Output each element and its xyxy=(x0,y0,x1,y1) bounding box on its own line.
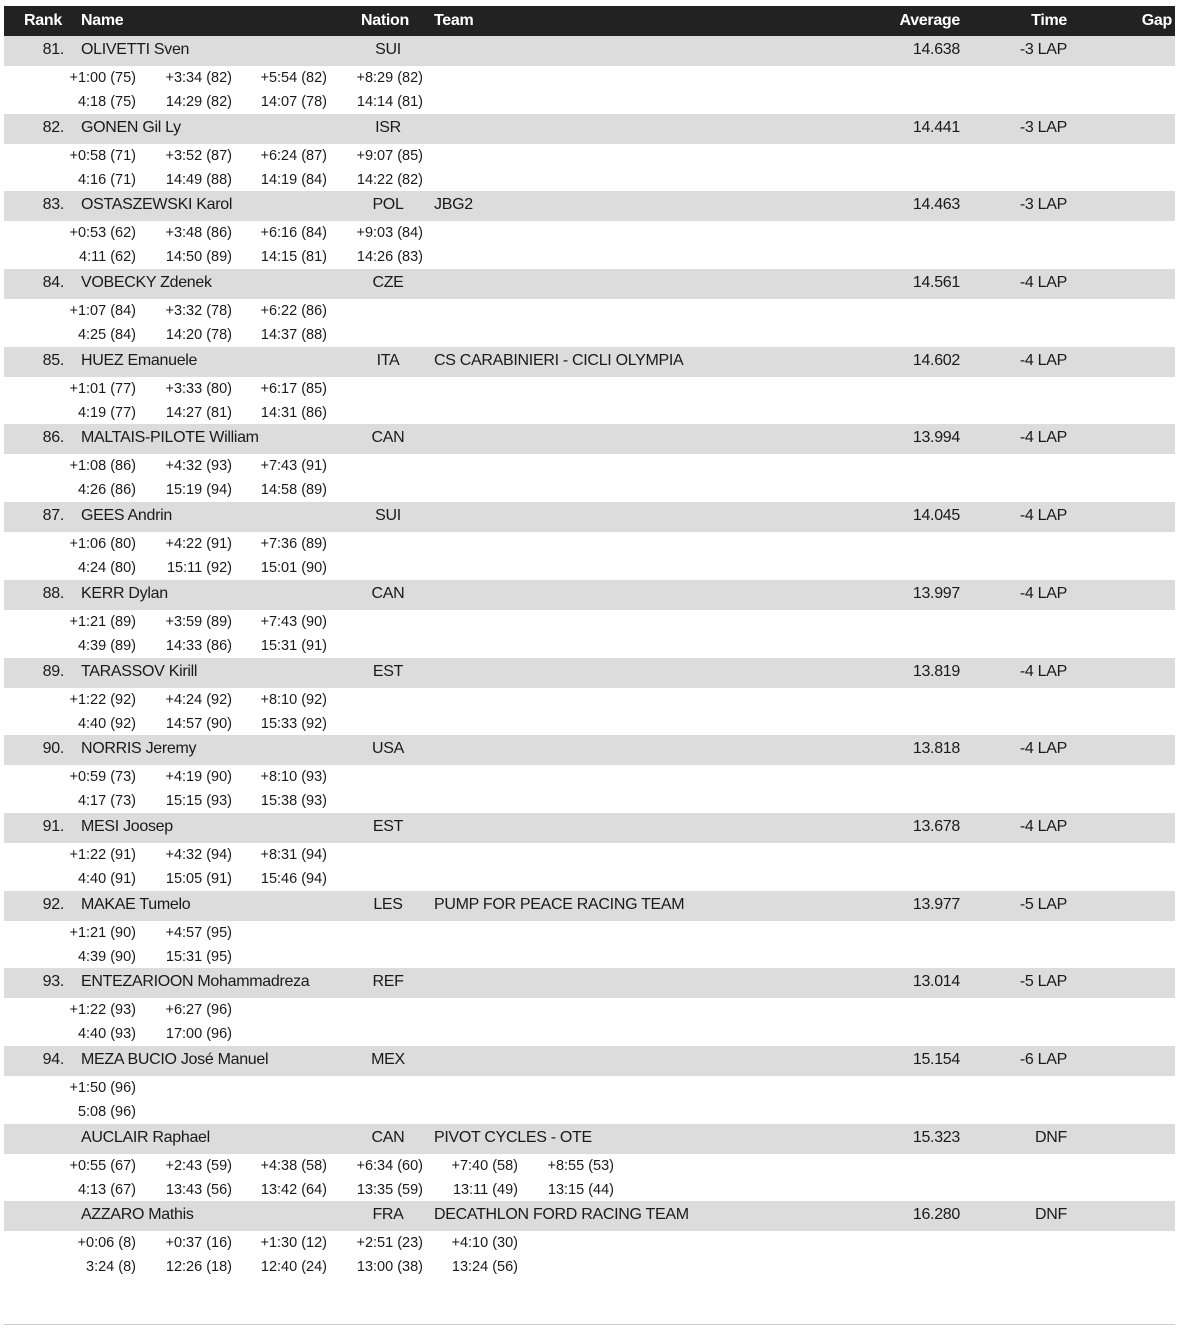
split-gap: +7:43 (90) xyxy=(260,613,327,630)
rider-rank: 84. xyxy=(42,274,64,292)
rider-name: MESI Joosep xyxy=(81,817,173,835)
split-gap: +1:21 (89) xyxy=(69,613,136,630)
split-gap: +4:24 (92) xyxy=(165,691,232,708)
split-gap: +1:22 (91) xyxy=(69,846,136,863)
rider-time: -4 LAP xyxy=(1019,429,1067,447)
split-lap: 14:22 (82) xyxy=(356,171,423,188)
rider-name: TARASSOV Kirill xyxy=(81,662,198,680)
rider-average: 16.280 xyxy=(912,1206,960,1224)
split-lap: 14:58 (89) xyxy=(260,482,327,499)
rider-summary xyxy=(4,191,1175,221)
rider-time: -5 LAP xyxy=(1019,973,1067,991)
rider-summary xyxy=(4,1201,1175,1231)
split-lap: 14:14 (81) xyxy=(356,94,423,110)
rider-name: OLIVETTI Sven xyxy=(81,41,190,58)
rider-name: KERR Dylan xyxy=(81,584,168,602)
split-lap: 4:40 (93) xyxy=(77,1026,136,1043)
rider-average: 15.154 xyxy=(912,1050,960,1068)
rider-nation: EST xyxy=(372,817,404,835)
split-lap: 14:29 (82) xyxy=(165,94,232,110)
rider-row xyxy=(4,1046,1175,1124)
split-lap: 13:15 (44) xyxy=(547,1181,614,1198)
split-lap: 14:19 (84) xyxy=(260,171,327,188)
split-gap: +7:43 (91) xyxy=(260,458,327,475)
split-lap: 14:15 (81) xyxy=(260,249,327,266)
rider-time: -3 LAP xyxy=(1019,196,1067,214)
split-gap: +3:59 (89) xyxy=(165,613,232,630)
split-lap: 13:00 (38) xyxy=(356,1259,423,1276)
rider-row xyxy=(4,424,1175,502)
split-gap: +2:43 (59) xyxy=(165,1157,232,1174)
rider-team: CS CARABINIERI - CICLI OLYMPIA xyxy=(434,351,684,369)
split-gap: +3:33 (80) xyxy=(165,380,232,397)
rider-summary xyxy=(4,269,1175,299)
split-gap: +1:01 (77) xyxy=(69,380,136,397)
rider-name: GONEN Gil Ly xyxy=(81,118,181,136)
rider-rank: 94. xyxy=(42,1050,64,1068)
rider-time: -4 LAP xyxy=(1019,584,1067,602)
rider-average: 14.602 xyxy=(912,351,960,369)
split-lap: 4:19 (77) xyxy=(77,404,136,421)
rider-row xyxy=(4,269,1175,347)
split-gap: +1:22 (93) xyxy=(69,1002,136,1019)
split-lap: 3:24 (8) xyxy=(86,1259,136,1276)
split-gap: +1:21 (90) xyxy=(69,924,136,941)
split-gap: +4:38 (58) xyxy=(260,1157,327,1174)
rider-team: PIVOT CYCLES - OTE xyxy=(434,1128,592,1146)
rider-average: 13.678 xyxy=(912,817,960,835)
rider-time: -4 LAP xyxy=(1019,351,1067,369)
split-lap: 4:13 (67) xyxy=(77,1181,136,1198)
split-gap: +5:54 (82) xyxy=(260,70,327,86)
rider-rank: 83. xyxy=(42,196,64,214)
split-gap: +1:06 (80) xyxy=(69,536,136,553)
split-lap: 14:26 (83) xyxy=(356,249,423,266)
rider-time: -4 LAP xyxy=(1019,817,1067,835)
rider-rank: 89. xyxy=(42,662,64,680)
rider-summary xyxy=(4,36,1175,66)
rider-nation: SUI xyxy=(375,507,401,525)
rider-name: AZZARO Mathis xyxy=(81,1206,194,1224)
rider-row xyxy=(4,580,1175,658)
rider-rank: 88. xyxy=(42,584,64,602)
rider-row xyxy=(4,1124,1175,1202)
rider-nation: FRA xyxy=(372,1206,404,1224)
split-lap: 14:27 (81) xyxy=(165,404,232,421)
rider-rank: 85. xyxy=(42,351,64,369)
rider-summary xyxy=(4,658,1175,688)
rider-nation: REF xyxy=(372,973,404,991)
split-lap: 17:00 (96) xyxy=(165,1026,232,1043)
split-lap: 4:24 (80) xyxy=(77,560,136,577)
rider-summary xyxy=(4,424,1175,454)
rider-rank: 82. xyxy=(42,118,64,136)
rider-row xyxy=(4,502,1175,580)
header-nation: Nation xyxy=(361,12,409,29)
rider-row xyxy=(4,735,1175,813)
split-lap: 13:42 (64) xyxy=(260,1181,327,1198)
split-gap: +3:34 (82) xyxy=(165,70,232,86)
split-lap: 15:31 (95) xyxy=(165,948,232,965)
split-gap: +1:22 (92) xyxy=(69,691,136,708)
split-gap: +3:52 (87) xyxy=(165,147,232,164)
split-gap: +7:40 (58) xyxy=(451,1157,518,1174)
rider-average: 13.818 xyxy=(912,740,960,758)
split-gap: +4:10 (30) xyxy=(451,1235,518,1252)
rider-rank: 90. xyxy=(42,740,64,758)
split-lap: 13:24 (56) xyxy=(451,1259,518,1276)
split-gap: +8:55 (53) xyxy=(547,1157,614,1174)
header-name: Name xyxy=(81,12,124,29)
rider-list xyxy=(4,36,1175,1279)
rider-average: 13.994 xyxy=(912,429,960,447)
split-lap: 14:20 (78) xyxy=(165,327,232,344)
split-gap: +8:10 (92) xyxy=(260,691,327,708)
rider-time: -4 LAP xyxy=(1019,507,1067,525)
split-gap: +6:22 (86) xyxy=(260,303,327,320)
rider-rank: 91. xyxy=(42,817,64,835)
rider-nation: USA xyxy=(372,740,404,758)
split-lap: 15:05 (91) xyxy=(165,870,232,887)
rider-summary xyxy=(4,813,1175,843)
split-lap: 14:50 (89) xyxy=(165,249,232,266)
rider-name: MEZA BUCIO José Manuel xyxy=(81,1050,269,1068)
rider-row xyxy=(4,658,1175,736)
rider-name: ENTEZARIOON Mohammadreza xyxy=(81,973,310,991)
split-gap: +6:17 (85) xyxy=(260,380,327,397)
rider-nation: CAN xyxy=(371,429,405,447)
header-team: Team xyxy=(434,12,474,29)
split-gap: +1:30 (12) xyxy=(260,1235,327,1252)
header-gap: Gap xyxy=(1141,12,1172,29)
rider-summary xyxy=(4,968,1175,998)
split-lap: 15:33 (92) xyxy=(260,715,327,732)
footer-divider xyxy=(4,1324,1175,1325)
split-gap: +0:06 (8) xyxy=(77,1235,136,1252)
split-lap: 14:31 (86) xyxy=(260,404,327,421)
split-lap: 4:25 (84) xyxy=(77,327,136,344)
split-lap: 15:01 (90) xyxy=(260,560,327,577)
split-gap: +8:10 (93) xyxy=(260,769,327,786)
rider-summary xyxy=(4,502,1175,532)
split-gap: +0:37 (16) xyxy=(165,1235,232,1252)
split-lap: 14:33 (86) xyxy=(165,637,232,654)
rider-nation: ISR xyxy=(375,118,401,136)
split-lap: 4:18 (75) xyxy=(77,94,136,110)
rider-time: DNF xyxy=(1035,1128,1067,1146)
rider-rank: 92. xyxy=(42,895,64,913)
rider-name: GEES Andrin xyxy=(81,507,172,525)
rider-nation: ITA xyxy=(376,351,400,369)
rider-team: JBG2 xyxy=(434,196,473,214)
rider-summary xyxy=(4,347,1175,377)
split-gap: +6:16 (84) xyxy=(260,225,327,242)
split-lap: 4:39 (89) xyxy=(77,637,136,654)
split-gap: +3:32 (78) xyxy=(165,303,232,320)
split-lap: 14:37 (88) xyxy=(260,327,327,344)
rider-nation: POL xyxy=(372,196,404,214)
rider-row xyxy=(4,968,1175,1046)
rider-row xyxy=(4,191,1175,269)
split-gap: +6:27 (96) xyxy=(165,1002,232,1019)
split-lap: 13:43 (56) xyxy=(165,1181,232,1198)
rider-summary xyxy=(4,580,1175,610)
rider-nation: CAN xyxy=(371,584,405,602)
header-time: Time xyxy=(1031,12,1067,29)
split-lap: 4:16 (71) xyxy=(77,171,136,188)
rider-time: -3 LAP xyxy=(1019,41,1067,58)
rider-rank: 86. xyxy=(42,429,64,447)
split-gap: +1:00 (75) xyxy=(69,70,136,86)
rider-average: 14.441 xyxy=(912,118,960,136)
split-lap: 15:19 (94) xyxy=(165,482,232,499)
rider-nation: CZE xyxy=(372,274,404,292)
split-lap: 12:40 (24) xyxy=(260,1259,327,1276)
split-gap: +6:24 (87) xyxy=(260,147,327,164)
split-lap: 4:11 (62) xyxy=(79,249,136,266)
rider-row xyxy=(4,347,1175,425)
split-lap: 5:08 (96) xyxy=(77,1103,136,1120)
rider-nation: MEX xyxy=(371,1050,405,1068)
rider-rank: 81. xyxy=(42,41,64,58)
rider-average: 14.561 xyxy=(912,274,960,292)
split-gap: +4:22 (91) xyxy=(165,536,232,553)
split-gap: +4:19 (90) xyxy=(165,769,232,786)
rider-time: DNF xyxy=(1035,1206,1067,1224)
table-header xyxy=(4,6,1175,36)
split-gap: +8:31 (94) xyxy=(260,846,327,863)
rider-name: OSTASZEWSKI Karol xyxy=(81,196,233,214)
split-gap: +0:53 (62) xyxy=(69,225,136,242)
split-lap: 4:26 (86) xyxy=(77,482,136,499)
rider-average: 13.977 xyxy=(912,895,960,913)
split-lap: 13:35 (59) xyxy=(356,1181,423,1198)
rider-average: 13.819 xyxy=(912,662,960,680)
rider-name: AUCLAIR Raphael xyxy=(81,1128,210,1146)
split-lap: 15:11 (92) xyxy=(166,560,232,577)
split-gap: +1:08 (86) xyxy=(69,458,136,475)
rider-average: 14.045 xyxy=(912,507,960,525)
rider-rank: 93. xyxy=(42,973,64,991)
rider-row xyxy=(4,813,1175,891)
rider-rank: 87. xyxy=(42,507,64,525)
split-gap: +9:07 (85) xyxy=(356,147,423,164)
rider-average: 14.638 xyxy=(912,41,960,58)
header-rank: Rank xyxy=(24,12,62,29)
rider-average: 15.323 xyxy=(912,1128,960,1146)
split-gap: +8:29 (82) xyxy=(356,70,423,86)
split-gap: +6:34 (60) xyxy=(356,1157,423,1174)
split-gap: +0:59 (73) xyxy=(69,769,136,786)
rider-row xyxy=(4,891,1175,969)
split-gap: +3:48 (86) xyxy=(165,225,232,242)
rider-nation: EST xyxy=(372,662,404,680)
rider-row xyxy=(4,114,1175,192)
split-lap: 15:15 (93) xyxy=(165,793,232,810)
split-gap: +4:57 (95) xyxy=(165,924,232,941)
split-lap: 4:39 (90) xyxy=(77,948,136,965)
split-lap: 15:31 (91) xyxy=(260,637,327,654)
split-gap: +4:32 (94) xyxy=(165,846,232,863)
split-gap: +9:03 (84) xyxy=(356,225,423,242)
rider-time: -3 LAP xyxy=(1019,118,1067,136)
rider-time: -4 LAP xyxy=(1019,740,1067,758)
results-table xyxy=(4,6,1175,1279)
split-gap: +2:51 (23) xyxy=(356,1235,423,1252)
rider-average: 13.014 xyxy=(912,973,960,991)
rider-summary xyxy=(4,891,1175,921)
rider-average: 14.463 xyxy=(912,196,960,214)
rider-nation: LES xyxy=(373,895,403,913)
header-average: Average xyxy=(899,12,960,29)
split-lap: 15:38 (93) xyxy=(260,793,327,810)
split-gap: +0:55 (67) xyxy=(69,1157,136,1174)
rider-nation: CAN xyxy=(371,1128,405,1146)
split-gap: +0:58 (71) xyxy=(69,147,136,164)
rider-team: PUMP FOR PEACE RACING TEAM xyxy=(434,895,685,913)
split-lap: 4:40 (92) xyxy=(77,715,136,732)
rider-name: NORRIS Jeremy xyxy=(81,740,197,758)
split-lap: 13:11 (49) xyxy=(452,1181,518,1198)
split-gap: +1:50 (96) xyxy=(69,1079,136,1096)
rider-time: -4 LAP xyxy=(1019,274,1067,292)
split-lap: 14:57 (90) xyxy=(165,715,232,732)
rider-summary xyxy=(4,1046,1175,1076)
split-lap: 4:17 (73) xyxy=(77,793,136,810)
rider-time: -6 LAP xyxy=(1019,1050,1067,1068)
rider-time: -5 LAP xyxy=(1019,895,1067,913)
split-lap: 4:40 (91) xyxy=(77,870,136,887)
rider-summary xyxy=(4,1124,1175,1154)
rider-row xyxy=(4,36,1175,114)
rider-name: HUEZ Emanuele xyxy=(81,351,198,369)
split-lap: 15:46 (94) xyxy=(260,870,327,887)
rider-name: MALTAIS-PILOTE William xyxy=(81,429,259,447)
rider-summary xyxy=(4,735,1175,765)
rider-time: -4 LAP xyxy=(1019,662,1067,680)
split-gap: +7:36 (89) xyxy=(260,536,327,553)
split-gap: +4:32 (93) xyxy=(165,458,232,475)
rider-average: 13.997 xyxy=(912,584,960,602)
rider-team: DECATHLON FORD RACING TEAM xyxy=(434,1206,689,1224)
split-gap: +1:07 (84) xyxy=(69,303,136,320)
rider-name: VOBECKY Zdenek xyxy=(81,274,212,292)
split-lap: 14:49 (88) xyxy=(165,171,232,188)
rider-name: MAKAE Tumelo xyxy=(81,895,191,913)
rider-nation: SUI xyxy=(375,41,401,58)
split-lap: 14:07 (78) xyxy=(260,94,327,110)
rider-row xyxy=(4,1201,1175,1279)
split-lap: 12:26 (18) xyxy=(165,1259,232,1276)
rider-summary xyxy=(4,114,1175,144)
